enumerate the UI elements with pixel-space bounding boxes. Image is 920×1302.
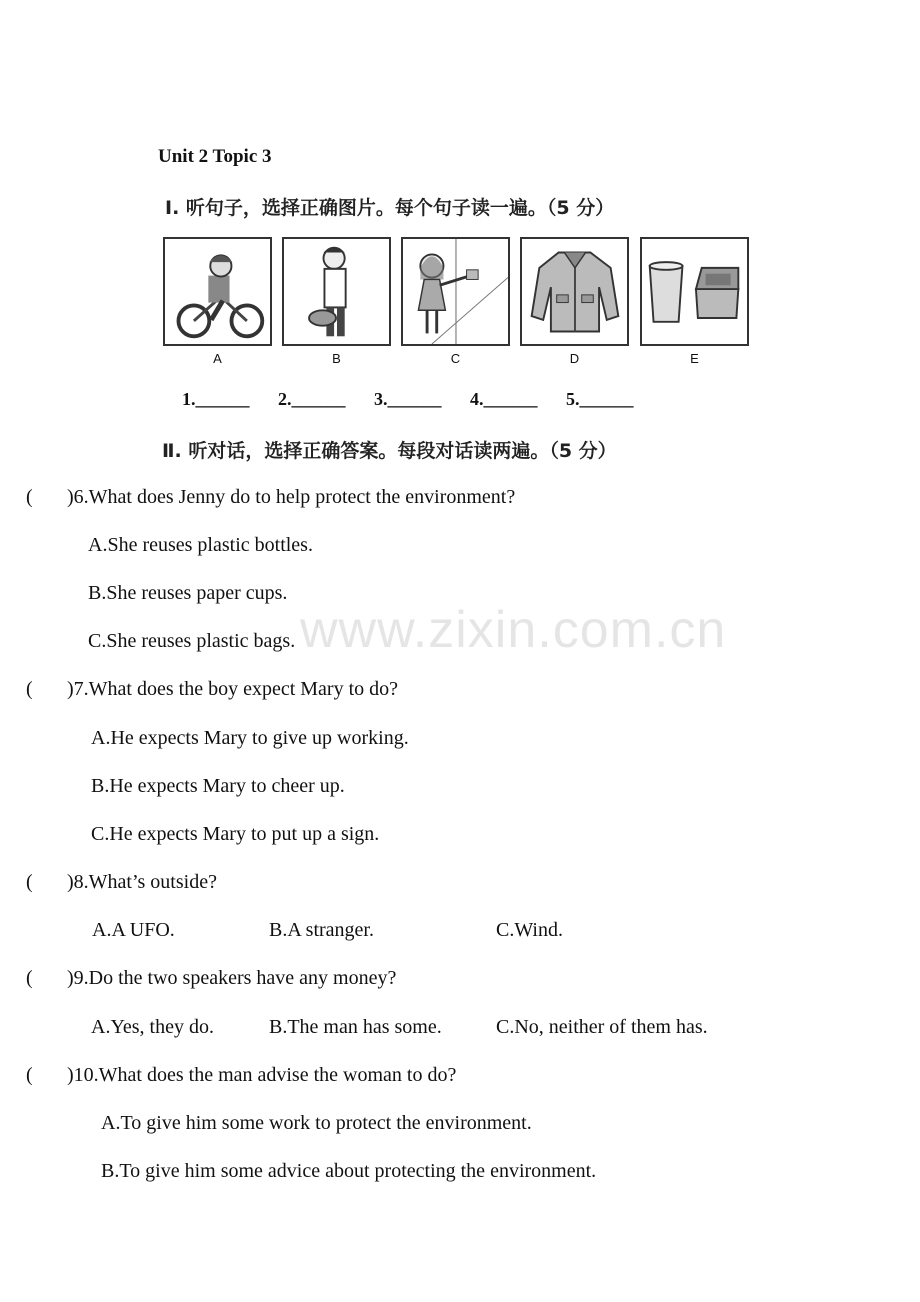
girl-putting-up-sign-icon [403, 239, 508, 344]
answer-paren[interactable]: ( [26, 1064, 33, 1086]
option-text: A.A UFO. [92, 919, 175, 941]
picture-label: A [213, 351, 222, 366]
option-text: A.He expects Mary to give up working. [91, 727, 409, 749]
picture-label: E [690, 351, 699, 366]
cup-and-lunchbox-icon [642, 239, 747, 344]
question-stem: )6.What does Jenny do to help protect the environment? [67, 486, 516, 508]
answer-blank[interactable]: 5.______ [566, 389, 634, 409]
option-text: B.She reuses paper cups. [88, 582, 288, 604]
answer-blanks [182, 389, 658, 410]
question-stem: )10.What does the man advise the woman to do? [67, 1064, 457, 1086]
answer-blank[interactable]: 3.______ [374, 389, 442, 409]
picture-label: D [569, 351, 580, 366]
picture-c [401, 237, 510, 346]
option-text: C.He expects Mary to put up a sign. [91, 823, 380, 845]
jacket-icon [522, 239, 627, 344]
answer-blank[interactable]: 2.______ [278, 389, 346, 409]
boy-on-bicycle-icon [165, 239, 270, 344]
picture-e [640, 237, 749, 346]
option-text: B.He expects Mary to cheer up. [91, 775, 345, 797]
section-1-title: Ⅰ. 听句子，选择正确图片。每个句子读一遍。（5 分） [165, 197, 615, 219]
answer-blank[interactable]: 4.______ [470, 389, 538, 409]
answer-paren[interactable]: ( [26, 678, 33, 700]
question-stem: )9.Do the two speakers have any money? [67, 967, 397, 989]
picture-a [163, 237, 272, 346]
man-with-basket-icon [284, 239, 389, 344]
answer-blank[interactable]: 1.______ [182, 389, 250, 409]
answer-paren[interactable]: ( [26, 486, 33, 508]
option-text: A.Yes, they do. [91, 1016, 214, 1038]
option-text: A.She reuses plastic bottles. [88, 534, 313, 556]
watermark: www.zixin.com.cn [300, 601, 727, 659]
option-text: C.Wind. [496, 919, 563, 941]
option-text: B.To give him some advice about protecting the environment. [101, 1160, 597, 1182]
picture-d [520, 237, 629, 346]
unit-title: Unit 2 Topic 3 [158, 146, 272, 167]
section-2-title: Ⅱ. 听对话，选择正确答案。每段对话读两遍。（5 分） [162, 440, 617, 462]
picture-label: C [450, 351, 461, 366]
option-text: A.To give him some work to protect the environment. [101, 1112, 532, 1134]
question-stem: )7.What does the boy expect Mary to do? [67, 678, 399, 700]
answer-paren[interactable]: ( [26, 871, 33, 893]
option-text: C.She reuses plastic bags. [88, 630, 296, 652]
question-stem: )8.What’s outside? [67, 871, 217, 893]
picture-label: B [332, 351, 341, 366]
picture-b [282, 237, 391, 346]
option-text: B.A stranger. [269, 919, 374, 941]
option-text: B.The man has some. [269, 1016, 442, 1038]
answer-paren[interactable]: ( [26, 967, 33, 989]
option-text: C.No, neither of them has. [496, 1016, 708, 1038]
